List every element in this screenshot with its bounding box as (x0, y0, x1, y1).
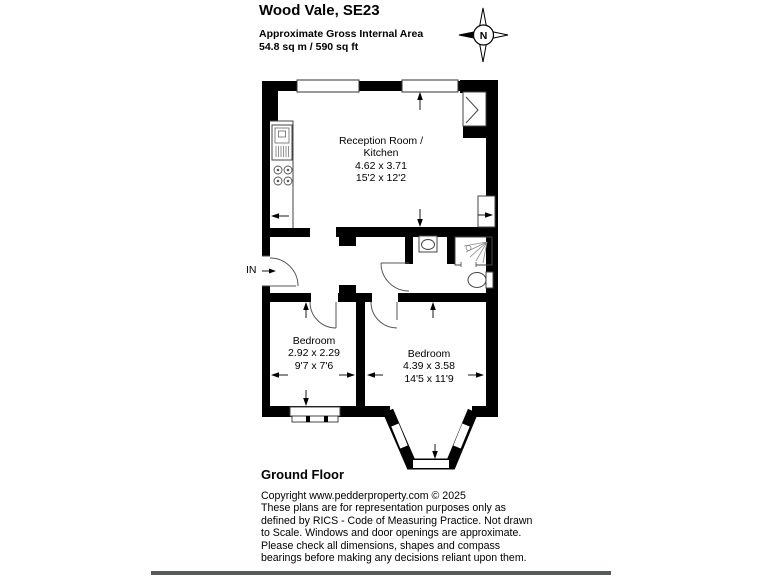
reception-dims-imperial: 15'2 x 12'2 (355, 172, 407, 185)
shower-divider-wall (447, 237, 455, 264)
bedroom2-dims-imperial: 14'5 x 11'9 (404, 372, 454, 385)
bedroom2-dims-metric: 4.39 x 3.58 (403, 360, 455, 373)
toilet-bowl-icon (468, 273, 486, 288)
reception-room-label (300, 135, 462, 185)
bedroom2-label (377, 348, 481, 385)
disclaimer-line-4: to Scale. Windows and door openings are approximate. (261, 527, 522, 540)
reception-name-line1: Reception Room / (338, 135, 424, 147)
bathroom-stub-wall (405, 237, 413, 264)
toilet-cistern-icon (486, 272, 493, 288)
recess-lower-wall (463, 126, 486, 138)
hall-stub-upper (339, 237, 356, 246)
disclaimer-line-3: defined by RICS - Code of Measuring Practice. Not drawn (261, 514, 533, 527)
bedroom1-label (263, 335, 365, 372)
page-title: Wood Vale, SE23 (259, 2, 380, 19)
shower-spray-icon (464, 242, 487, 263)
reception-bottom-wall-right (336, 227, 498, 237)
disclaimer-line-5: Please check all dimensions, shapes and compass (261, 539, 501, 552)
bedroom1-window-sill (292, 416, 338, 422)
disclaimer-line-2: These plans are for representation purposes only as (261, 502, 506, 515)
entrance-label: IN (246, 264, 257, 276)
area-value: 54.8 sq m / 590 sq ft (259, 41, 359, 53)
reception-dims-metric: 4.62 x 3.71 (355, 159, 407, 172)
right-wall-niche (478, 196, 495, 227)
bathroom-fixtures (419, 236, 493, 288)
top-right-corner-wall (460, 80, 498, 93)
reception-name-line2: Kitchen (363, 147, 399, 160)
left-wall-chunk (262, 81, 278, 121)
bedroom2-door-arc (371, 302, 397, 328)
floor-label: Ground Floor (261, 467, 345, 482)
bedroom1-name: Bedroom (292, 335, 336, 347)
disclaimer-line-1: Copyright www.pedderproperty.com © 2025 (261, 490, 466, 502)
sill-tick-1 (306, 416, 310, 422)
hall-bottom-wall-right (398, 293, 498, 302)
hall-stub-lower (339, 285, 356, 293)
bedroom1-window (290, 407, 340, 416)
compass-north-label: N (479, 29, 488, 42)
basin-bowl-icon (422, 240, 435, 250)
bathroom-door-arc (381, 263, 409, 291)
entrance-door-arc (270, 258, 298, 286)
hall-bottom-wall-mid (338, 293, 372, 302)
reception-window-2 (402, 80, 458, 92)
bedroom1-door-arc (310, 302, 336, 328)
reception-bottom-wall-left (262, 228, 310, 237)
sill-tick-2 (324, 416, 328, 422)
area-heading: Approximate Gross Internal Area (259, 28, 424, 40)
reception-window-1 (297, 80, 359, 92)
hob-icon (274, 166, 292, 185)
kitchen-fixtures (270, 121, 293, 228)
bedroom1-dims-metric: 2.92 x 2.29 (288, 347, 340, 360)
disclaimer-text (261, 490, 532, 565)
footer-bar (151, 571, 611, 575)
bedroom1-dims-imperial: 9'7 x 7'6 (294, 359, 334, 372)
compass-icon (459, 8, 508, 62)
disclaimer-line-6: bearings before making any decisions reliant upon them. (261, 552, 527, 565)
bedroom2-name: Bedroom (407, 348, 451, 360)
hall-bottom-wall-left (262, 293, 311, 302)
